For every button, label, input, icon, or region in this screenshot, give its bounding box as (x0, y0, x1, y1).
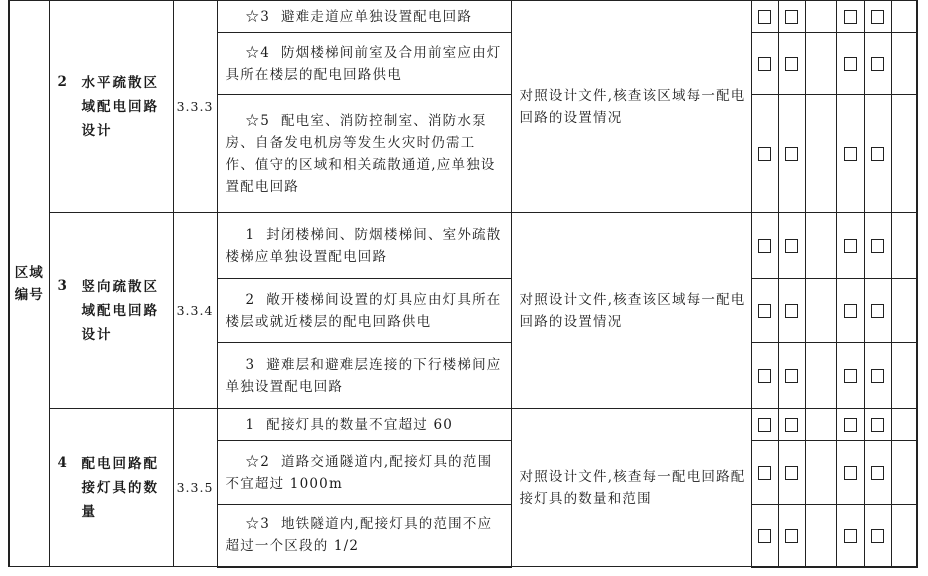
blank-cell (891, 343, 917, 409)
checkbox[interactable] (871, 418, 884, 432)
checkbox[interactable] (785, 304, 798, 318)
requirement-cell (217, 441, 511, 505)
checkbox-cell[interactable] (751, 279, 778, 343)
checkbox[interactable] (844, 369, 857, 383)
checkbox-cell[interactable] (864, 441, 891, 505)
blank-cell (891, 213, 917, 279)
subitem-cell (49, 1, 173, 213)
table-row (9, 1, 917, 33)
checkbox[interactable] (758, 529, 771, 543)
blank-cell (805, 505, 836, 567)
checkbox[interactable] (785, 10, 798, 24)
requirement-cell (217, 505, 511, 567)
requirement-mark: 1 (245, 416, 256, 433)
checkbox[interactable] (785, 369, 798, 383)
blank-cell (891, 33, 917, 95)
checkbox-cell[interactable] (751, 505, 778, 567)
blank-cell (891, 505, 917, 567)
checkbox-cell[interactable] (751, 95, 778, 213)
blank-cell (891, 95, 917, 213)
checkbox[interactable] (871, 529, 884, 543)
checkbox[interactable] (871, 369, 884, 383)
checkbox-cell[interactable] (836, 95, 864, 213)
blank-cell (805, 409, 836, 441)
checkbox-cell[interactable] (778, 343, 805, 409)
checkbox-cell[interactable] (864, 505, 891, 567)
checkbox[interactable] (785, 529, 798, 543)
requirement-cell (217, 95, 511, 213)
blank-cell (805, 213, 836, 279)
checkbox[interactable] (844, 57, 857, 71)
subitem-title: 竖向疏散区域配电回路设计 (81, 278, 159, 343)
checkbox[interactable] (758, 418, 771, 432)
checkbox[interactable] (785, 239, 798, 253)
checkbox[interactable] (758, 466, 771, 480)
blank-cell (805, 33, 836, 95)
checkbox[interactable] (785, 466, 798, 480)
checkbox-cell[interactable] (836, 409, 864, 441)
requirement-text: 封闭楼梯间、防烟楼梯间、室外疏散楼梯应单独设置配电回路 (225, 226, 502, 265)
subitem-number: 4 (57, 454, 67, 471)
requirement-mark: ☆3 (245, 8, 270, 25)
checkbox-cell[interactable] (836, 343, 864, 409)
blank-cell (891, 409, 917, 441)
checkbox-cell[interactable] (864, 409, 891, 441)
checkbox[interactable] (758, 147, 771, 161)
requirement-cell (217, 213, 511, 279)
checkbox[interactable] (785, 418, 798, 432)
blank-cell (891, 279, 917, 343)
checkbox-cell[interactable] (864, 33, 891, 95)
checkbox-cell[interactable] (778, 279, 805, 343)
checkbox[interactable] (758, 10, 771, 24)
subitem-cell (49, 409, 173, 567)
checkbox[interactable] (785, 57, 798, 71)
checkbox[interactable] (844, 466, 857, 480)
checkbox[interactable] (871, 10, 884, 24)
blank-cell (805, 343, 836, 409)
region-label-line-1: 区域 (14, 264, 44, 281)
requirement-cell (217, 1, 511, 33)
requirement-text: 防烟楼梯间前室及合用前室应由灯具所在楼层的配电回路供电 (225, 44, 502, 83)
checkbox-cell[interactable] (751, 441, 778, 505)
requirement-mark: ☆3 (245, 516, 270, 533)
checkbox[interactable] (871, 466, 884, 480)
checkbox-cell[interactable] (836, 441, 864, 505)
checkbox-cell[interactable] (751, 409, 778, 441)
requirement-text: 地铁隧道内,配接灯具的范围不应超过一个区段的 1/2 (225, 516, 493, 555)
checkbox-cell[interactable] (836, 33, 864, 95)
table-row (9, 409, 917, 441)
requirement-cell (217, 33, 511, 95)
checkbox[interactable] (758, 304, 771, 318)
checkbox[interactable] (785, 147, 798, 161)
blank-cell (805, 279, 836, 343)
requirement-cell (217, 279, 511, 343)
requirement-cell (217, 409, 511, 441)
requirement-text: 配电室、消防控制室、消防水泵房、自备发电机房等发生火灾时仍需工作、值守的区域和相关疏散通道,应单独设置配电回路 (225, 112, 496, 195)
checkbox[interactable] (758, 239, 771, 253)
checkbox[interactable] (871, 304, 884, 318)
checkbox-cell[interactable] (864, 279, 891, 343)
requirement-text: 避难走道应单独设置配电回路 (280, 8, 473, 25)
requirement-text: 避难层和避难层连接的下行楼梯间应单独设置配电回路 (225, 356, 502, 395)
table-row (9, 213, 917, 279)
region-label-line-2: 编号 (14, 286, 44, 303)
checkbox[interactable] (844, 10, 857, 24)
requirement-cell (217, 343, 511, 409)
checkbox-cell[interactable] (778, 213, 805, 279)
checkbox[interactable] (871, 57, 884, 71)
requirement-mark: ☆5 (245, 112, 270, 129)
checkbox[interactable] (844, 304, 857, 318)
checkbox[interactable] (871, 239, 884, 253)
checkbox-cell[interactable] (751, 213, 778, 279)
checkbox-cell[interactable] (864, 213, 891, 279)
checkbox[interactable] (844, 147, 857, 161)
checkbox-cell[interactable] (836, 213, 864, 279)
checkbox-cell[interactable] (778, 1, 805, 33)
region-number-cell (9, 1, 49, 567)
method-cell: 对照设计文件,核查该区域每一配电回路的设置情况 (511, 213, 751, 409)
subitem-cell (49, 213, 173, 409)
clause-cell: 3.3.4 (173, 213, 217, 409)
requirement-text: 道路交通隧道内,配接灯具的范围不宜超过 1000m (225, 453, 493, 492)
subitem-number: 2 (57, 73, 67, 90)
checkbox-cell[interactable] (836, 505, 864, 567)
blank-cell (805, 441, 836, 505)
requirement-text: 敞开楼梯间设置的灯具应由灯具所在楼层或就近楼层的配电回路供电 (225, 291, 502, 330)
blank-cell (805, 95, 836, 213)
checkbox-cell[interactable] (864, 343, 891, 409)
checkbox[interactable] (844, 239, 857, 253)
method-cell: 对照设计文件,核查该区域每一配电回路的设置情况 (511, 1, 751, 213)
checkbox-cell[interactable] (836, 279, 864, 343)
clause-cell: 3.3.5 (173, 409, 217, 567)
requirement-mark: 2 (245, 291, 256, 308)
requirement-mark: 1 (245, 226, 256, 243)
checkbox-cell[interactable] (751, 1, 778, 33)
inspection-table (8, 0, 918, 568)
checkbox-cell[interactable] (778, 33, 805, 95)
checkbox-cell[interactable] (778, 505, 805, 567)
subitem-title: 配电回路配接灯具的数量 (81, 455, 159, 520)
subitem-number: 3 (57, 277, 67, 294)
checkbox[interactable] (844, 418, 857, 432)
requirement-mark: ☆4 (245, 44, 270, 61)
checkbox[interactable] (844, 529, 857, 543)
checkbox[interactable] (871, 147, 884, 161)
requirement-mark: ☆2 (245, 453, 270, 470)
requirement-mark: 3 (245, 356, 256, 373)
checkbox[interactable] (758, 369, 771, 383)
checkbox[interactable] (758, 57, 771, 71)
blank-cell (891, 1, 917, 33)
subitem-title: 水平疏散区域配电回路设计 (81, 74, 159, 139)
blank-cell (805, 1, 836, 33)
clause-cell: 3.3.3 (173, 1, 217, 213)
requirement-text: 配接灯具的数量不宜超过 60 (266, 416, 454, 433)
checkbox-cell[interactable] (778, 409, 805, 441)
method-cell: 对照设计文件,核查每一配电回路配接灯具的数量和范围 (511, 409, 751, 567)
checkbox-cell[interactable] (836, 1, 864, 33)
checkbox-cell[interactable] (778, 95, 805, 213)
checkbox-cell[interactable] (864, 1, 891, 33)
checkbox-cell[interactable] (778, 441, 805, 505)
checkbox-cell[interactable] (864, 95, 891, 213)
checkbox-cell[interactable] (751, 33, 778, 95)
blank-cell (891, 441, 917, 505)
checkbox-cell[interactable] (751, 343, 778, 409)
